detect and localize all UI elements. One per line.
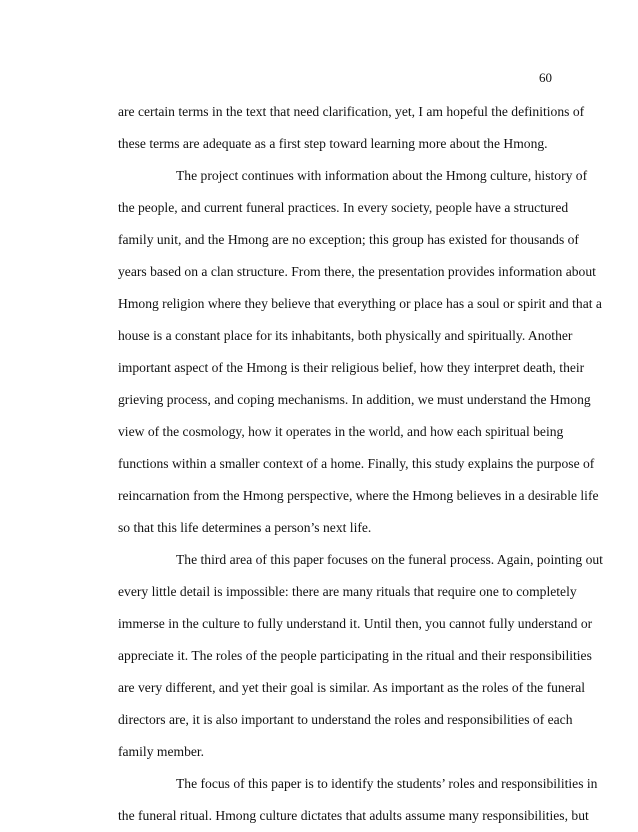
page-number: 60 bbox=[539, 70, 552, 85]
text-line: important aspect of the Hmong is their religious belief, how they interpret death, their bbox=[118, 360, 585, 375]
text-line: these terms are adequate as a first step toward learning more about the Hmong. bbox=[118, 136, 548, 151]
text-line: reincarnation from the Hmong perspective, where the Hmong believes in a desirable life bbox=[118, 488, 599, 503]
text-line: the funeral ritual. Hmong culture dictates that adults assume many responsibilities, but bbox=[118, 808, 589, 823]
text-line: every little detail is impossible: there are many rituals that require one to completely bbox=[118, 584, 577, 599]
body-text bbox=[118, 96, 603, 832]
text-line: appreciate it. The roles of the people participating in the ritual and their responsibilities bbox=[118, 648, 592, 663]
text-line: are certain terms in the text that need clarification, yet, I am hopeful the definitions of bbox=[118, 104, 585, 119]
text-line: the people, and current funeral practices. In every society, people have a structured bbox=[118, 200, 569, 215]
text-line: house is a constant place for its inhabitants, both physically and spiritually. Another bbox=[118, 328, 573, 343]
text-line: The third area of this paper focuses on the funeral process. Again, pointing out bbox=[176, 552, 603, 567]
text-line: are very different, and yet their goal is similar. As important as the roles of the funeral bbox=[118, 680, 586, 695]
text-line: directors are, it is also important to understand the roles and responsibilities of each bbox=[118, 712, 573, 727]
text-line: The focus of this paper is to identify the students’ roles and responsibilities in bbox=[176, 776, 598, 791]
text-line: family unit, and the Hmong are no exception; this group has existed for thousands of bbox=[118, 232, 579, 247]
text-line: so that this life determines a person’s next life. bbox=[118, 520, 372, 535]
text-line: The project continues with information about the Hmong culture, history of bbox=[176, 168, 588, 183]
text-line: family member. bbox=[118, 744, 205, 759]
text-line: grieving process, and coping mechanisms. In addition, we must understand the Hmong bbox=[118, 392, 591, 407]
text-line: functions within a smaller context of a home. Finally, this study explains the purpose of bbox=[118, 456, 595, 471]
text-line: view of the cosmology, how it operates in the world, and how each spiritual being bbox=[118, 424, 564, 439]
text-line: years based on a clan structure. From there, the presentation provides information about bbox=[118, 264, 596, 279]
text-line: immerse in the culture to fully understand it. Until then, you cannot fully understand or bbox=[118, 616, 593, 631]
text-line: Hmong religion where they believe that everything or place has a soul or spirit and that a bbox=[118, 296, 602, 311]
